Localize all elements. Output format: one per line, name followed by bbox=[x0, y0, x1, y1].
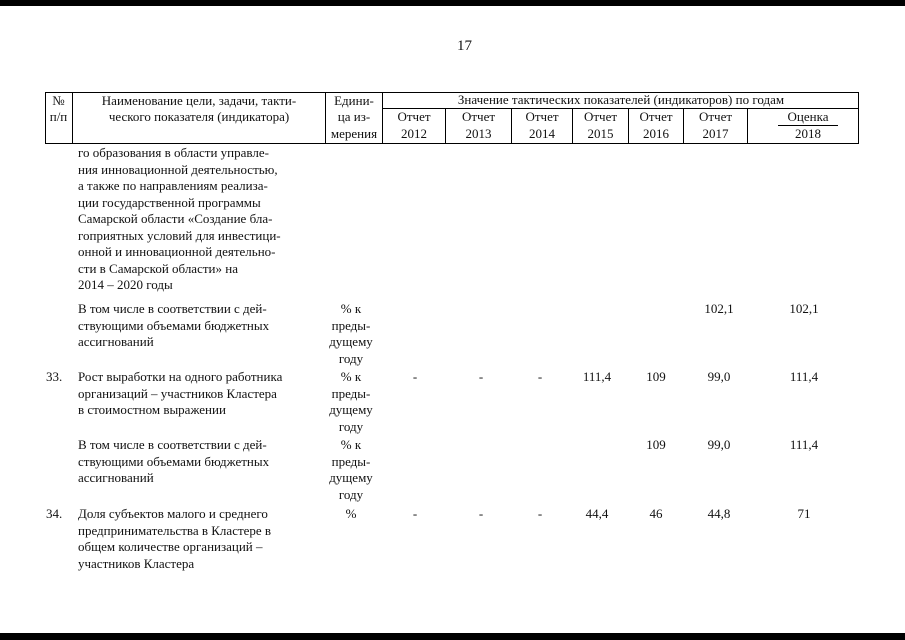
value-2016: 109 bbox=[646, 369, 666, 384]
table-row-unit: % bbox=[345, 506, 357, 521]
value-2018: 71 bbox=[797, 506, 811, 521]
table-row-name: В том числе в соответствии с дей- ствующими объемами бюджетных ассигнований bbox=[78, 301, 270, 349]
table-row-name: Доля субъектов малого и среднего предпринимательства в Кластере в общем количестве организаций – участников Кластера bbox=[78, 506, 272, 571]
col-unit-label-1: Едини- bbox=[334, 93, 374, 108]
page-number: 17 bbox=[457, 38, 472, 54]
col-unit-label-2: ца из- bbox=[337, 109, 371, 124]
year-label: Отчет bbox=[639, 109, 673, 124]
value-2016: 109 bbox=[646, 437, 666, 452]
year-label: Отчет bbox=[698, 109, 733, 124]
year-value: 2016 bbox=[643, 126, 669, 141]
col-unit-label-3: мерения bbox=[330, 126, 378, 141]
bottom-border bbox=[0, 633, 905, 640]
table-row-name: Рост выработки на одного работника организаций – участников Кластера в стоимостном выражении bbox=[78, 369, 283, 417]
table-header bbox=[45, 92, 859, 144]
value-2015: 111,4 bbox=[582, 369, 612, 384]
year-label: Отчет bbox=[583, 109, 618, 124]
year-value: 2013 bbox=[465, 126, 492, 141]
table-row-unit: % к преды- дущему году bbox=[329, 369, 373, 434]
col-num-label-1: № bbox=[52, 93, 65, 108]
year-value: 2012 bbox=[401, 126, 427, 141]
group-title: Значение тактических показателей (индикаторов) по годам bbox=[457, 92, 785, 107]
year-label: Оценка bbox=[787, 109, 829, 124]
value-2014: - bbox=[537, 506, 543, 521]
table-row-name: В том числе в соответствии с дей- ствующими объемами бюджетных ассигнований bbox=[78, 437, 270, 485]
year-label: Отчет bbox=[461, 109, 496, 124]
value-2018: 111,4 bbox=[789, 369, 819, 384]
row-number: 34. bbox=[46, 506, 63, 521]
value-2013: - bbox=[478, 369, 484, 384]
value-2016: 46 bbox=[649, 506, 663, 521]
year-value: 2015 bbox=[587, 126, 614, 141]
table-row-name: го образования в области управле- ния инновационной деятельностью, а также по направлениям реализа- ции государственной программы Самарской области «Создание бла- гоприятных условий для инвестици- онной и инновационной деятельно- сти в Самарской области» на 2014 – 2020 годы bbox=[78, 145, 281, 292]
top-border bbox=[0, 0, 905, 6]
value-2012: - bbox=[412, 369, 418, 384]
col-name-label-2: ческого показателя (индикатора) bbox=[108, 109, 290, 124]
value-2013: - bbox=[478, 506, 484, 521]
value-2017: 102,1 bbox=[704, 301, 734, 316]
col-name-label-1: Наименование цели, задачи, такти- bbox=[101, 93, 297, 108]
col-num-label-2: п/п bbox=[49, 109, 68, 124]
value-2017: 99,0 bbox=[707, 369, 731, 384]
row-number: 33. bbox=[46, 369, 63, 384]
year-value: 2014 bbox=[529, 126, 555, 141]
year-value: 2018 bbox=[795, 126, 821, 141]
year-label: Отчет bbox=[525, 109, 559, 124]
value-2017: 99,0 bbox=[707, 437, 731, 452]
year-label: Отчет bbox=[397, 109, 431, 124]
value-2014: - bbox=[537, 369, 543, 384]
table-row-unit: % к преды- дущему году bbox=[329, 437, 373, 502]
value-2018: 111,4 bbox=[789, 437, 819, 452]
year-value: 2017 bbox=[702, 126, 729, 141]
table-row-unit: % к преды- дущему году bbox=[329, 301, 373, 366]
value-2015: 44,4 bbox=[585, 506, 609, 521]
value-2018: 102,1 bbox=[789, 301, 819, 316]
value-2012: - bbox=[412, 506, 418, 521]
value-2017: 44,8 bbox=[707, 506, 731, 521]
